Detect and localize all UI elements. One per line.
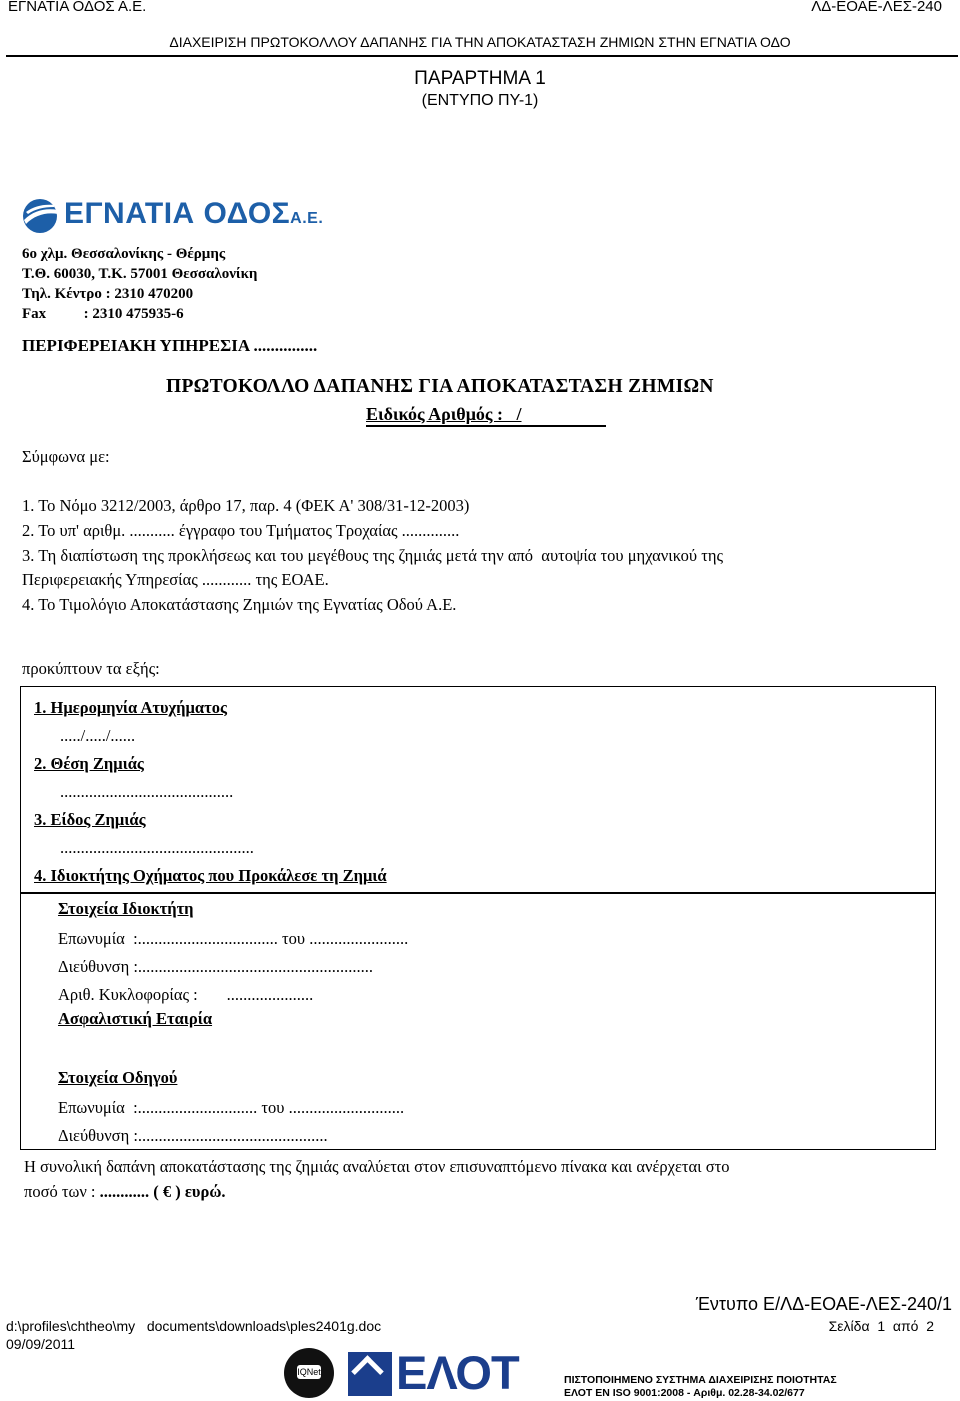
logo-name: ΕΓΝΑΤΙΑ ΟΔΟΣ bbox=[64, 197, 291, 230]
driver-address-field: Διεύθυνση :.............................................. bbox=[58, 1126, 328, 1145]
elot-logo-text: ΕΛΟΤ bbox=[396, 1346, 519, 1399]
header-code: ΛΔ-ΕΟΑΕ-ΛΕΣ-240 bbox=[811, 0, 942, 15]
elot-logo bbox=[348, 1346, 519, 1399]
reference-item: 2. Το υπ' αριθμ. ........... έγγραφο του Τμήματος Τροχαίας .............. bbox=[22, 521, 460, 540]
header-subtitle: ΔΙΑΧΕΙΡΙΣΗ ΠΡΩΤΟΚΟΛΛΟΥ ΔΑΠΑΝΗΣ ΓΙΑ ΤΗΝ ΑΠΟΚΑΤΑΣΤΑΣΗ ΖΗΜΙΩΝ ΣΤΗΝ ΕΓΝΑΤΙΑ ΟΔΟ bbox=[169, 34, 791, 50]
egnatia-logo bbox=[20, 196, 324, 236]
vehicle-owner-heading: 4. Ιδιοκτήτης Οχήματος που Προκάλεσε τη Ζημιά bbox=[34, 866, 387, 885]
reference-item: 4. Το Τιμολόγιο Αποκατάστασης Ζημιών της Εγνατίας Οδού Α.Ε. bbox=[22, 595, 457, 614]
reference-item: Περιφερειακής Υπηρεσίας ............ της ΕΟΑΕ. bbox=[22, 570, 329, 589]
appendix-title: ΠΑΡΑΡΤΗΜΑ 1 bbox=[414, 68, 546, 89]
address-line: 6ο χλμ. Θεσσαλονίκης - Θέρμης bbox=[22, 246, 226, 262]
iqnet-seal-icon bbox=[284, 1348, 334, 1398]
details-divider bbox=[20, 892, 936, 894]
document-title: ΠΡΩΤΟΚΟΛΛΟ ΔΑΠΑΝΗΣ ΓΙΑ ΑΠΟΚΑΤΑΣΤΑΣΗ ΖΗΜΙΩΝ bbox=[166, 376, 714, 397]
special-number: Ειδικός Αριθμός : / bbox=[366, 404, 522, 424]
damage-location-heading: 2. Θέση Ζημιάς bbox=[34, 754, 144, 773]
iqnet-seal-text: IQNet bbox=[297, 1367, 321, 1377]
total-amount-label: ποσό των : bbox=[24, 1182, 100, 1201]
logo-text bbox=[64, 197, 323, 231]
owner-address-field: Διεύθυνση :......................................................... bbox=[58, 957, 374, 976]
accident-date-value: ...../...../...... bbox=[60, 726, 136, 745]
result-label: προκύπτουν τα εξής: bbox=[22, 659, 160, 678]
certification-line: ΠΙΣΤΟΠΟΙΗΜΕΝΟ ΣΥΣΤΗΜΑ ΔΙΑΧΕΙΡΙΣΗΣ ΠΟΙΟΤΗΤΑΣ bbox=[564, 1374, 837, 1386]
owner-details-heading: Στοιχεία Ιδιοκτήτη bbox=[58, 899, 194, 918]
footer-form-code: Έντυπο Ε/ΛΔ-ΕΟΑΕ-ΛΕΣ-240/1 bbox=[695, 1294, 952, 1314]
accident-date-heading: 1. Ημερομηνία Ατυχήματος bbox=[34, 698, 227, 717]
appendix-subtitle: (ΕΝΤΥΠΟ ΠΥ-1) bbox=[421, 92, 539, 109]
owner-name-field: Επωνυμία :.................................. του ........................ bbox=[58, 929, 409, 948]
driver-name-field: Επωνυμία :............................. του ............................ bbox=[58, 1098, 405, 1117]
damage-location-value: .......................................... bbox=[60, 782, 234, 801]
footer-date: 09/09/2011 bbox=[6, 1336, 76, 1352]
damage-type-value: ............................................... bbox=[60, 838, 254, 857]
according-label: Σύμφωνα με: bbox=[22, 447, 110, 466]
region-label: ΠΕΡΙΦΕΡΕΙΑΚΗ ΥΠΗΡΕΣΙΑ ............... bbox=[22, 336, 318, 355]
total-amount-line bbox=[24, 1179, 226, 1204]
certification-line: ΕΛΟΤ EN ISO 9001:2008 - Αριθμ. 02.28-34.02/677 bbox=[564, 1387, 805, 1399]
address-line: Fax : 2310 475935-6 bbox=[22, 306, 184, 322]
reference-item: 3. Τη διαπίστωση της προκλήσεως και του μεγέθους της ζημιάς μετά την από αυτοψία του μηχανικού της bbox=[22, 546, 723, 565]
address-line: Τ.Θ. 60030, Τ.Κ. 57001 Θεσσαλονίκη bbox=[22, 266, 258, 282]
reference-item: 1. Το Νόμο 3212/2003, άρθρο 17, παρ. 4 (ΦΕΚ Α' 308/31-12-2003) bbox=[22, 496, 470, 515]
footer-file-path: d:\profiles\chtheo\my documents\downloads\ples2401g.doc bbox=[6, 1318, 382, 1334]
total-cost-line: Η συνολική δαπάνη αποκατάστασης της ζημιάς αναλύεται στον επισυναπτόμενο πίνακα και ανέρχεται στο bbox=[24, 1157, 730, 1176]
header-company: ΕΓΝΑΤΙΑ ΟΔΟΣ Α.Ε. bbox=[8, 0, 147, 15]
elot-mark-icon bbox=[348, 1352, 392, 1396]
damage-type-heading: 3. Είδος Ζημιάς bbox=[34, 810, 146, 829]
logo-suffix: Α.Ε. bbox=[290, 210, 324, 227]
footer-page-number: Σελίδα 1 από 2 bbox=[828, 1318, 934, 1334]
header-rule bbox=[6, 55, 958, 57]
driver-details-heading: Στοιχεία Οδηγού bbox=[58, 1068, 178, 1087]
special-number-underline bbox=[366, 425, 606, 427]
total-amount-value: ............ ( € ) ευρώ. bbox=[99, 1182, 226, 1201]
page-header bbox=[8, 0, 942, 18]
egnatia-swoosh-icon bbox=[20, 196, 60, 236]
insurance-heading: Ασφαλιστική Εταιρία bbox=[58, 1009, 213, 1028]
owner-plate-field: Αριθ. Κυκλοφορίας : ..................... bbox=[58, 985, 314, 1004]
address-line: Τηλ. Κέντρο : 2310 470200 bbox=[22, 286, 194, 302]
